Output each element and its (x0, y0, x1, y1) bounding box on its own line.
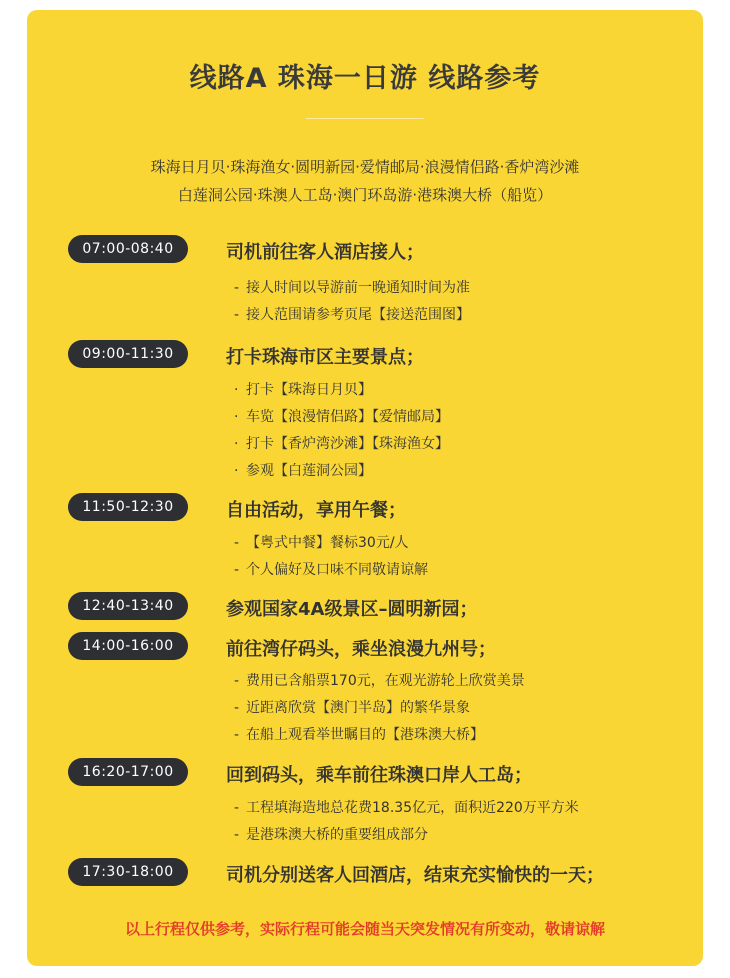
bullet-text: 【粤式中餐】餐标30元/人 (246, 535, 409, 551)
bullet-text: 接人时间以导游前一晚通知时间为准 (246, 280, 470, 296)
schedule-bullet (234, 406, 449, 426)
schedule-bullet (234, 304, 470, 324)
schedule-bullet (234, 433, 449, 453)
time-badge: 17:30-18:00 (68, 858, 188, 886)
bullet-mark: - (234, 307, 240, 323)
bullet-text: 近距离欣赏【澳门半岛】的繁华景象 (246, 700, 470, 716)
schedule-bullet (234, 559, 428, 579)
bullet-text: 工程填海造地总花费18.35亿元，面积近220万平方米 (246, 800, 579, 816)
bullet-mark: · (234, 463, 239, 479)
bullet-text: 车览【浪漫情侣路】【爱情邮局】 (246, 409, 449, 425)
time-badge: 07:00-08:40 (68, 235, 188, 263)
schedule-heading: 回到码头，乘车前往珠澳口岸人工岛； (226, 765, 532, 786)
bullet-text: 是港珠澳大桥的重要组成部分 (246, 827, 428, 843)
schedule-heading: 参观国家4A级景区–圆明新园； (226, 599, 478, 620)
title-divider (306, 118, 424, 119)
bullet-mark: - (234, 562, 240, 578)
schedule-heading: 前往湾仔码头，乘坐浪漫九州号； (226, 639, 496, 660)
page-title: 线路A 珠海一日游 线路参考 (189, 63, 541, 94)
schedule-bullet (234, 824, 428, 844)
schedule-bullet (234, 277, 470, 297)
bullet-mark: - (234, 535, 240, 551)
schedule-bullet (234, 697, 470, 717)
schedule-bullet (234, 797, 579, 817)
attractions-line-1: 珠海日月贝·珠海渔女·圆明新园·爱情邮局·浪漫情侣路·香炉湾沙滩 (150, 158, 580, 176)
disclaimer-note: 以上行程仅供参考，实际行程可能会随当天突发情况有所变动，敬请谅解 (124, 920, 605, 938)
bullet-text: 费用已含船票170元，在观光游轮上欣赏美景 (246, 673, 525, 689)
bullet-text: 个人偏好及口味不同敬请谅解 (246, 562, 428, 578)
schedule-heading: 打卡珠海市区主要景点； (226, 347, 424, 368)
bullet-text: 接人范围请参考页尾【接送范围图】 (246, 307, 470, 323)
bullet-mark: - (234, 827, 240, 843)
bullet-mark: - (234, 673, 240, 689)
itinerary-card (27, 10, 703, 966)
schedule-bullet (234, 532, 409, 552)
schedule-bullet (234, 670, 525, 690)
time-badge: 11:50-12:30 (68, 493, 188, 521)
bullet-mark: · (234, 409, 239, 425)
bullet-mark: - (234, 800, 240, 816)
time-badge: 12:40-13:40 (68, 592, 188, 620)
bullet-text: 打卡【珠海日月贝】 (246, 382, 372, 398)
schedule-heading: 司机分别送客人回酒店，结束充实愉快的一天； (226, 865, 604, 886)
schedule-bullet (234, 724, 484, 744)
time-badge: 16:20-17:00 (68, 758, 188, 786)
bullet-mark: · (234, 382, 239, 398)
schedule-heading: 自由活动，享用午餐； (226, 500, 406, 521)
bullet-mark: - (234, 280, 240, 296)
bullet-text: 在船上观看举世瞩目的【港珠澳大桥】 (246, 727, 484, 743)
attractions-line-2: 白莲洞公园·珠澳人工岛·澳门环岛游·港珠澳大桥（船览） (177, 186, 553, 204)
time-badge: 14:00-16:00 (68, 632, 188, 660)
bullet-text: 打卡【香炉湾沙滩】【珠海渔女】 (246, 436, 449, 452)
schedule-bullet (234, 379, 372, 399)
time-badge: 09:00-11:30 (68, 340, 188, 368)
bullet-mark: · (234, 436, 239, 452)
bullet-mark: - (234, 700, 240, 716)
schedule-heading: 司机前往客人酒店接人； (226, 242, 424, 263)
bullet-mark: - (234, 727, 240, 743)
schedule-bullet (234, 460, 372, 480)
bullet-text: 参观【白莲洞公园】 (246, 463, 372, 479)
